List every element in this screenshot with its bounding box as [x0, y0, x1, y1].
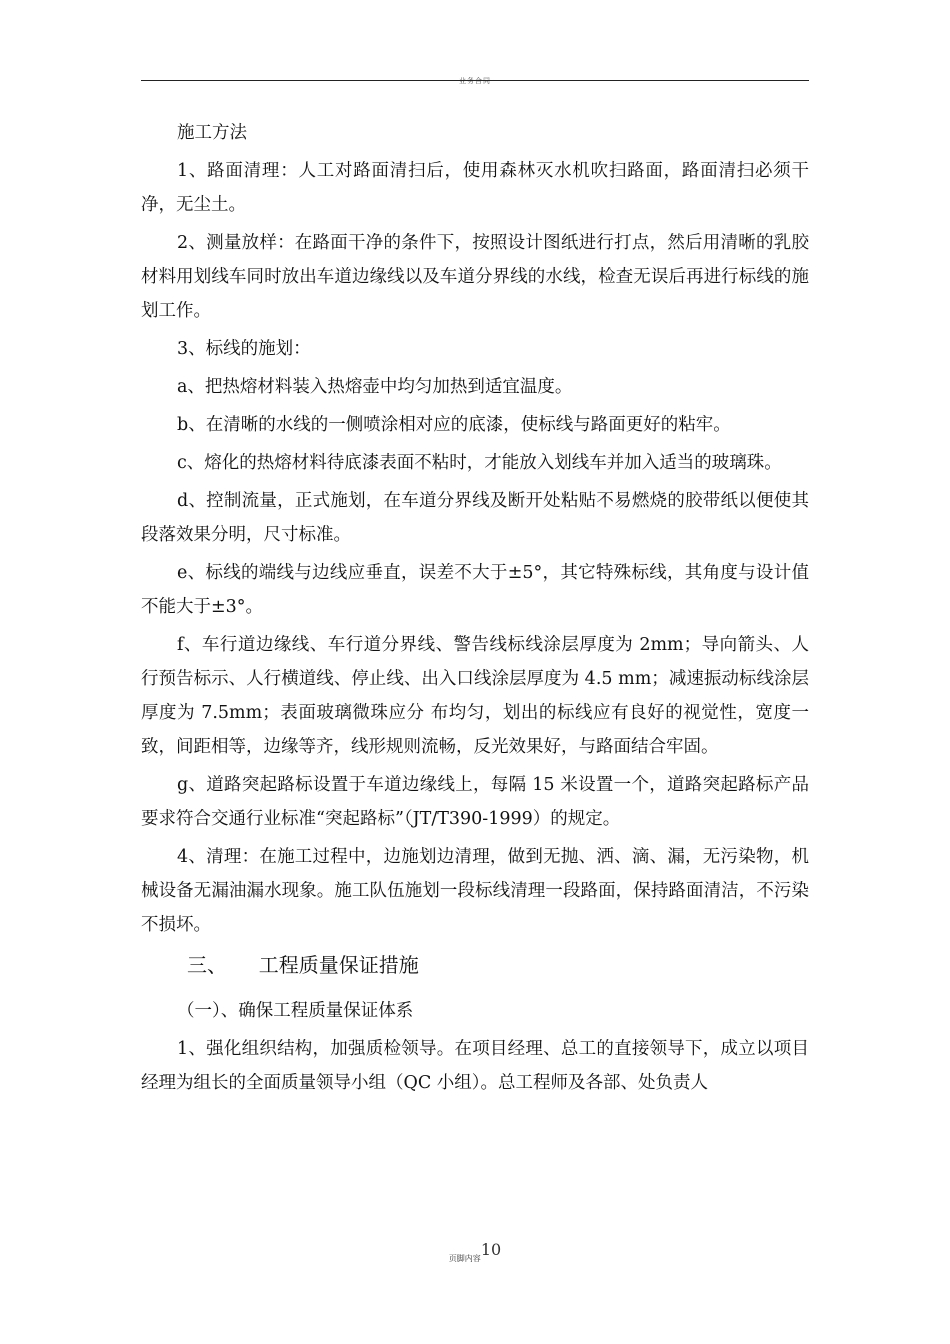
paragraph-survey-layout: 2、测量放样：在路面干净的条件下，按照设计图纸进行打点，然后用清晰的乳胶材料用划线车同时放出车道边缘线以及车道分界线的水线，检查无误后再进行标线的施划工作。 — [141, 233, 809, 321]
page-header-text: 业务合同 — [459, 77, 491, 85]
paragraph-step-a: a、把热熔材料装入热熔壶中均匀加热到适宜温度。 — [177, 377, 573, 397]
paragraph-organization: 1、强化组织结构，加强质检领导。在项目经理、总工的直接领导下，成立以项目经理为组长的全面质量领导小组（QC 小组）。总工程师及各部、处负责人 — [141, 1039, 809, 1093]
paragraph-marking-title: 3、标线的施划： — [177, 339, 311, 359]
header-divider — [141, 80, 809, 81]
paragraph-road-cleaning: 1、路面清理：人工对路面清扫后，使用森林灭水机吹扫路面，路面清扫必须干净，无尘土。 — [141, 161, 809, 215]
paragraph-cleanup: 4、清理：在施工过程中，边施划边清理，做到无抛、洒、滴、漏，无污染物，机械设备无漏油漏水现象。施工队伍施划一段标线清理一段路面，保持路面清洁，不污染不损坏。 — [141, 847, 809, 935]
paragraph-step-c: c、熔化的热熔材料待底漆表面不粘时，才能放入划线车并加入适当的玻璃珠。 — [177, 453, 782, 473]
subheading: （一）、确保工程质量保证体系 — [177, 1001, 414, 1021]
section-heading: 三、 工程质量保证措施 — [187, 953, 419, 977]
paragraph-method-title: 施工方法 — [177, 123, 247, 143]
page-footer — [0, 1240, 950, 1265]
paragraph-step-g: g、道路突起路标设置于车道边缘线上，每隔 15 米设置一个，道路突起路标产品要求符合交通行业标准“突起路标”（JT/T390-1999）的规定。 — [141, 775, 809, 829]
paragraph-step-b: b、在清晰的水线的一侧喷涂相对应的底漆，使标线与路面更好的粘牢。 — [177, 415, 731, 435]
footer-label: 页脚内容 — [448, 1254, 481, 1263]
page-number: 10 — [480, 1240, 502, 1259]
document-body — [141, 116, 809, 1104]
paragraph-step-f: f、车行道边缘线、车行道分界线、警告线标线涂层厚度为 2mm；导向箭头、人行预告标示、人行横道线、停止线、出入口线涂层厚度为 4.5 mm；减速振动标线涂层厚度为 7.5mm；表面玻璃微珠应分 布均匀，划出的标线应有良好的视觉性，宽度一致，间距相等，边缘等齐，线形规则流畅，反光效果好，与路面结合牢固。 — [141, 635, 809, 757]
paragraph-step-e: e、标线的端线与边线应垂直，误差不大于±5°，其它特殊标线，其角度与设计值不能大于±3°。 — [141, 563, 809, 617]
paragraph-step-d: d、控制流量，正式施划，在车道分界线及断开处粘贴不易燃烧的胶带纸以便使其段落效果分明，尺寸标准。 — [141, 491, 809, 545]
